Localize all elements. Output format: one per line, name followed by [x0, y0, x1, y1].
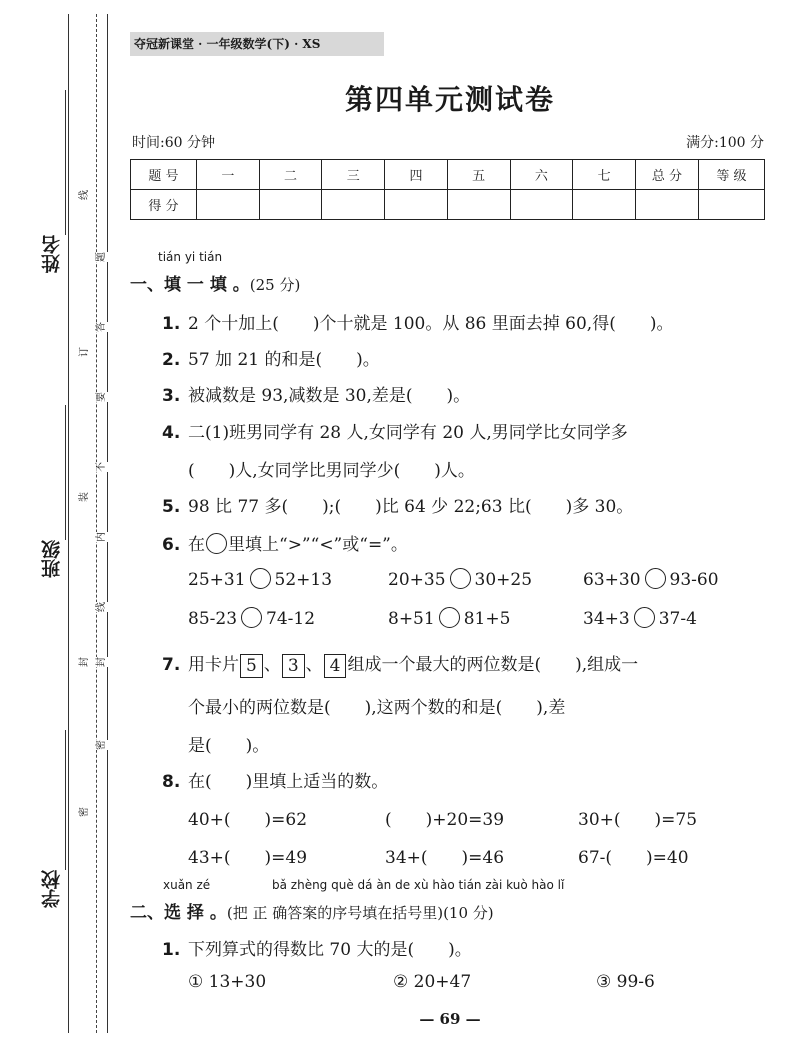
section1-title [130, 270, 300, 295]
margin-line-outer [68, 14, 69, 1033]
table-cell: 题 号 [131, 160, 197, 190]
question-number: 3. [162, 386, 181, 406]
school-label: 学校 [41, 870, 63, 908]
question-number: 2. [162, 350, 181, 370]
margin-line-dashed [96, 14, 97, 1033]
section2-pinyin-title: xuǎn zé [163, 878, 211, 892]
compare-right: 74-12 [266, 609, 316, 629]
compare-right: 93-60 [669, 570, 719, 590]
question-text: 在( )里填上适当的数。 [188, 772, 389, 792]
compare-circle[interactable] [645, 568, 666, 589]
compare-left: 8+51 [388, 609, 435, 629]
fill-item: 67-( )=40 [578, 848, 689, 868]
question-number: 4. [162, 423, 181, 443]
margin-char: 内 [96, 532, 107, 542]
margin-char: 封 [96, 657, 107, 667]
margin-char: 密 [96, 740, 107, 750]
score-input-cell[interactable] [699, 190, 765, 220]
table-cell: 七 [573, 160, 636, 190]
section2-title [130, 898, 494, 923]
score-input-cell[interactable] [385, 190, 448, 220]
number-card: 4 [324, 654, 347, 678]
section2-title-text: 二、选 择 。 [130, 903, 227, 923]
card-separator: 、 [263, 655, 281, 675]
full-score: 满分:100 分 [686, 135, 764, 151]
score-table-header-row [131, 160, 765, 190]
question-text-pre: 在 [188, 535, 205, 555]
score-input-cell[interactable] [447, 190, 510, 220]
table-cell: 得 分 [131, 190, 197, 220]
score-input-cell[interactable] [636, 190, 699, 220]
fill-item: 30+( )=75 [578, 810, 698, 830]
compare-item [388, 568, 532, 590]
score-input-cell[interactable] [259, 190, 322, 220]
compare-circle[interactable] [439, 607, 460, 628]
compare-circle[interactable] [450, 568, 471, 589]
question-1-7 [162, 650, 638, 678]
section1-pinyin: tián yi tián [158, 250, 223, 264]
question-text: 下列算式的得数比 70 大的是( )。 [188, 940, 472, 960]
compare-left: 63+30 [583, 570, 641, 590]
table-cell: 等 级 [699, 160, 765, 190]
card-separator: 、 [305, 655, 323, 675]
question-text: 57 加 21 的和是( )。 [188, 350, 380, 370]
number-card: 5 [240, 654, 263, 678]
option-1[interactable]: ① 13+30 [188, 972, 267, 992]
compare-item [188, 607, 315, 629]
time-limit: 时间:60 分钟 [132, 135, 215, 151]
score-input-cell[interactable] [322, 190, 385, 220]
question-1-4 [162, 418, 628, 443]
question-number: 8. [162, 772, 181, 792]
margin-char: 线 [96, 602, 107, 612]
section1-points: (25 分) [249, 276, 301, 294]
question-1-6 [162, 530, 408, 555]
margin-char: 密 [79, 807, 90, 817]
fill-item: 43+( )=49 [188, 848, 308, 868]
table-cell: 五 [447, 160, 510, 190]
margin-char: 订 [79, 347, 90, 357]
margin-char: 要 [96, 392, 107, 402]
question-1-4-line2: ( )人,女同学比男同学少( )人。 [188, 461, 475, 481]
school-underline [65, 730, 66, 870]
margin-char: 答 [96, 322, 107, 332]
question-number: 5. [162, 497, 181, 517]
compare-item [583, 607, 697, 629]
fill-item: 34+( )=46 [385, 848, 505, 868]
margin-char: 线 [79, 190, 90, 200]
question-text: 98 比 77 多( );( )比 64 少 22;63 比( )多 30。 [188, 497, 634, 517]
number-card: 3 [282, 654, 305, 678]
compare-circle[interactable] [241, 607, 262, 628]
margin-char: 装 [79, 492, 90, 502]
question-text: 2 个十加上( )个十就是 100。从 86 里面去掉 60,得( )。 [188, 314, 674, 334]
score-input-cell[interactable] [510, 190, 573, 220]
question-text-pre: 用卡片 [188, 655, 239, 675]
score-input-cell[interactable] [573, 190, 636, 220]
margin-char: 不 [96, 462, 107, 472]
question-number: 6. [162, 535, 181, 555]
question-1-2 [162, 345, 380, 370]
table-cell: 二 [259, 160, 322, 190]
question-1-7-line3: 是( )。 [188, 736, 270, 756]
table-cell: 总 分 [636, 160, 699, 190]
section2-pinyin-desc: bǎ zhèng què dá àn de xù hào tián zài kuò hào lǐ [272, 878, 565, 892]
score-table-score-row [131, 190, 765, 220]
table-cell: 四 [385, 160, 448, 190]
question-1-1 [162, 309, 673, 334]
table-cell: 三 [322, 160, 385, 190]
question-number: 1. [162, 314, 181, 334]
table-cell: 六 [510, 160, 573, 190]
question-1-8 [162, 767, 388, 792]
compare-left: 25+31 [188, 570, 246, 590]
section1-title-text: 一、填 一 填 。 [130, 275, 250, 295]
table-cell: 一 [197, 160, 260, 190]
score-table [130, 159, 765, 220]
question-number: 1. [162, 940, 181, 960]
question-text: 被减数是 93,减数是 30,差是( )。 [188, 386, 471, 406]
name-label: 姓名 [41, 235, 63, 273]
compare-left: 34+3 [583, 609, 630, 629]
class-underline [65, 405, 66, 540]
section2-desc: (把 正 确答案的序号填在括号里)(10 分) [226, 904, 494, 922]
option-3[interactable]: ③ 99-6 [596, 972, 655, 992]
question-text: 里填上“>”“<”或“=”。 [228, 535, 408, 555]
series-banner: 夺冠新课堂 · 一年级数学(下) · XS [130, 32, 384, 56]
compare-left: 85-23 [188, 609, 238, 629]
margin-char: 题 [96, 252, 107, 262]
compare-right: 30+25 [474, 570, 533, 590]
question-text: 二(1)班男同学有 28 人,女同学有 20 人,男同学比女同学多 [188, 423, 628, 443]
score-input-cell[interactable] [197, 190, 260, 220]
option-2[interactable]: ② 20+47 [393, 972, 472, 992]
compare-left: 20+35 [388, 570, 446, 590]
margin-char: 封 [79, 657, 90, 667]
compare-circle[interactable] [634, 607, 655, 628]
compare-item [388, 607, 510, 629]
class-label: 班级 [41, 540, 63, 578]
page-number: — 69 — [419, 1010, 481, 1028]
question-1-5 [162, 492, 633, 517]
circle-icon [206, 533, 227, 554]
question-1-7-line2: 个最小的两位数是( ),这两个数的和是( ),差 [188, 698, 566, 718]
question-text: 组成一个最大的两位数是( ),组成一 [347, 655, 639, 675]
fill-item: ( )+20=39 [385, 810, 505, 830]
fill-item: 40+( )=62 [188, 810, 308, 830]
compare-right: 37-4 [658, 609, 697, 629]
compare-circle[interactable] [250, 568, 271, 589]
question-2-1 [162, 935, 472, 960]
question-1-3 [162, 381, 470, 406]
question-number: 7. [162, 655, 181, 675]
compare-right: 81+5 [463, 609, 511, 629]
compare-item [188, 568, 332, 590]
page-title: 第四单元测试卷 [344, 83, 555, 116]
compare-item [583, 568, 719, 590]
compare-right: 52+13 [274, 570, 333, 590]
margin-line-inner [107, 14, 108, 1033]
